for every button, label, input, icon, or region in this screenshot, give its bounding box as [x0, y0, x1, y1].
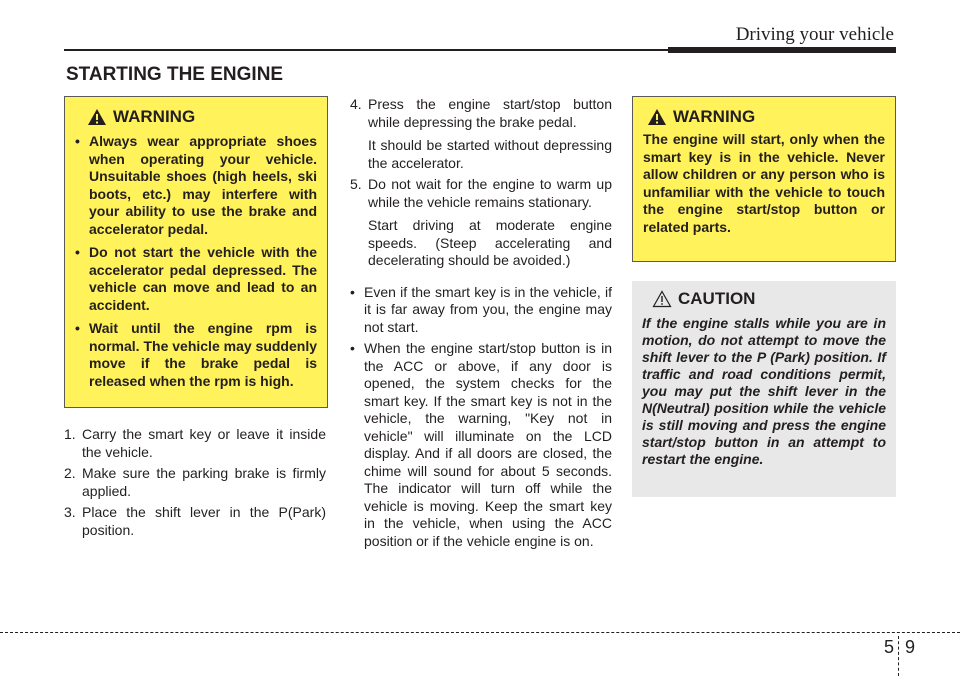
warning-item: • Always wear appropriate shoes when operating your vehicle. Unsuitable shoes (high heels, ski boots, etc.) may interfere with your ability to use the brake and accelerator pedal.	[75, 133, 317, 238]
warning-heading-left	[75, 107, 317, 127]
caution-triangle-icon	[652, 290, 672, 308]
warning-triangle-icon	[647, 108, 667, 126]
section-title: STARTING THE ENGINE	[66, 64, 284, 85]
chapter-number: 5	[884, 637, 895, 657]
info-bullets	[350, 284, 612, 551]
header-title: Driving your vehicle	[735, 24, 894, 45]
warning-box-left	[64, 96, 328, 408]
warning-label: WARNING	[673, 107, 756, 126]
caution-heading	[642, 289, 886, 309]
step-item: 3. Place the shift lever in the P(Park) position.	[64, 504, 326, 538]
warning-box-right	[632, 96, 896, 262]
warning-label: WARNING	[113, 107, 196, 126]
step-note: Start driving at moderate engine speeds. (Steep accelerating and decelerating should be avoided.)	[368, 217, 612, 268]
header-rule-accent	[668, 47, 896, 53]
info-bullet: • Even if the smart key is in the vehicle, if it is far away from you, the engine may not start.	[350, 284, 612, 337]
warning-heading-right	[643, 107, 885, 127]
footer-rule	[0, 632, 960, 633]
warning-item: • Do not start the vehicle with the accelerator pedal depressed. The vehicle can move and lead to an accident.	[75, 244, 317, 314]
step-item: 1. Carry the smart key or leave it inside the vehicle.	[64, 426, 326, 460]
page-number-divider	[898, 636, 899, 676]
caution-label: CAUTION	[678, 289, 756, 308]
steps-middle-column	[350, 96, 612, 554]
step-item: 4. Press the engine start/stop button while depressing the brake pedal. It should be started without depressing the accelerator.	[350, 96, 612, 171]
warning-text: The engine will start, only when the smart key is in the vehicle. Never allow children or any person who is unfamiliar with the vehicle to touch the engine start/stop button or related parts.	[643, 131, 885, 235]
step-item: 5. Do not wait for the engine to warm up while the vehicle remains stationary. Start driving at moderate engine speeds. (Steep accelerating and decelerating should be avoided.)	[350, 176, 612, 268]
step-item: 2. Make sure the parking brake is firmly applied.	[64, 465, 326, 499]
info-bullet: • When the engine start/stop button is in the ACC or above, if any door is opened, the system checks for the smart key. If the smart key is not in the vehicle, the warning, "Key not in vehicle" will illuminate on the LCD display. And if all doors are closed, the chime will sound for about 5 seconds. The indicator will turn off while the vehicle is moving. Keep the smart key in the vehicle, when using the ACC position or if the vehicle engine is on.	[350, 340, 612, 550]
step-note: It should be started without depressing the accelerator.	[368, 137, 612, 171]
warning-triangle-icon	[87, 108, 107, 126]
caution-text: If the engine stalls while you are in motion, do not attempt to move the shift lever to the P (Park) position. If traffic and road conditions permit, you may put the shift lever in the N(Neutral) position while the vehicle is still moving and press the engine start/stop button in an attempt to restart the engine.	[642, 315, 886, 467]
caution-box	[632, 281, 896, 497]
warning-list	[75, 133, 317, 390]
warning-item: • Wait until the engine rpm is normal. The vehicle may suddenly move if the brake pedal is released when the rpm is high.	[75, 320, 317, 390]
page-number: 9	[905, 637, 916, 657]
steps-left-column	[64, 426, 326, 543]
